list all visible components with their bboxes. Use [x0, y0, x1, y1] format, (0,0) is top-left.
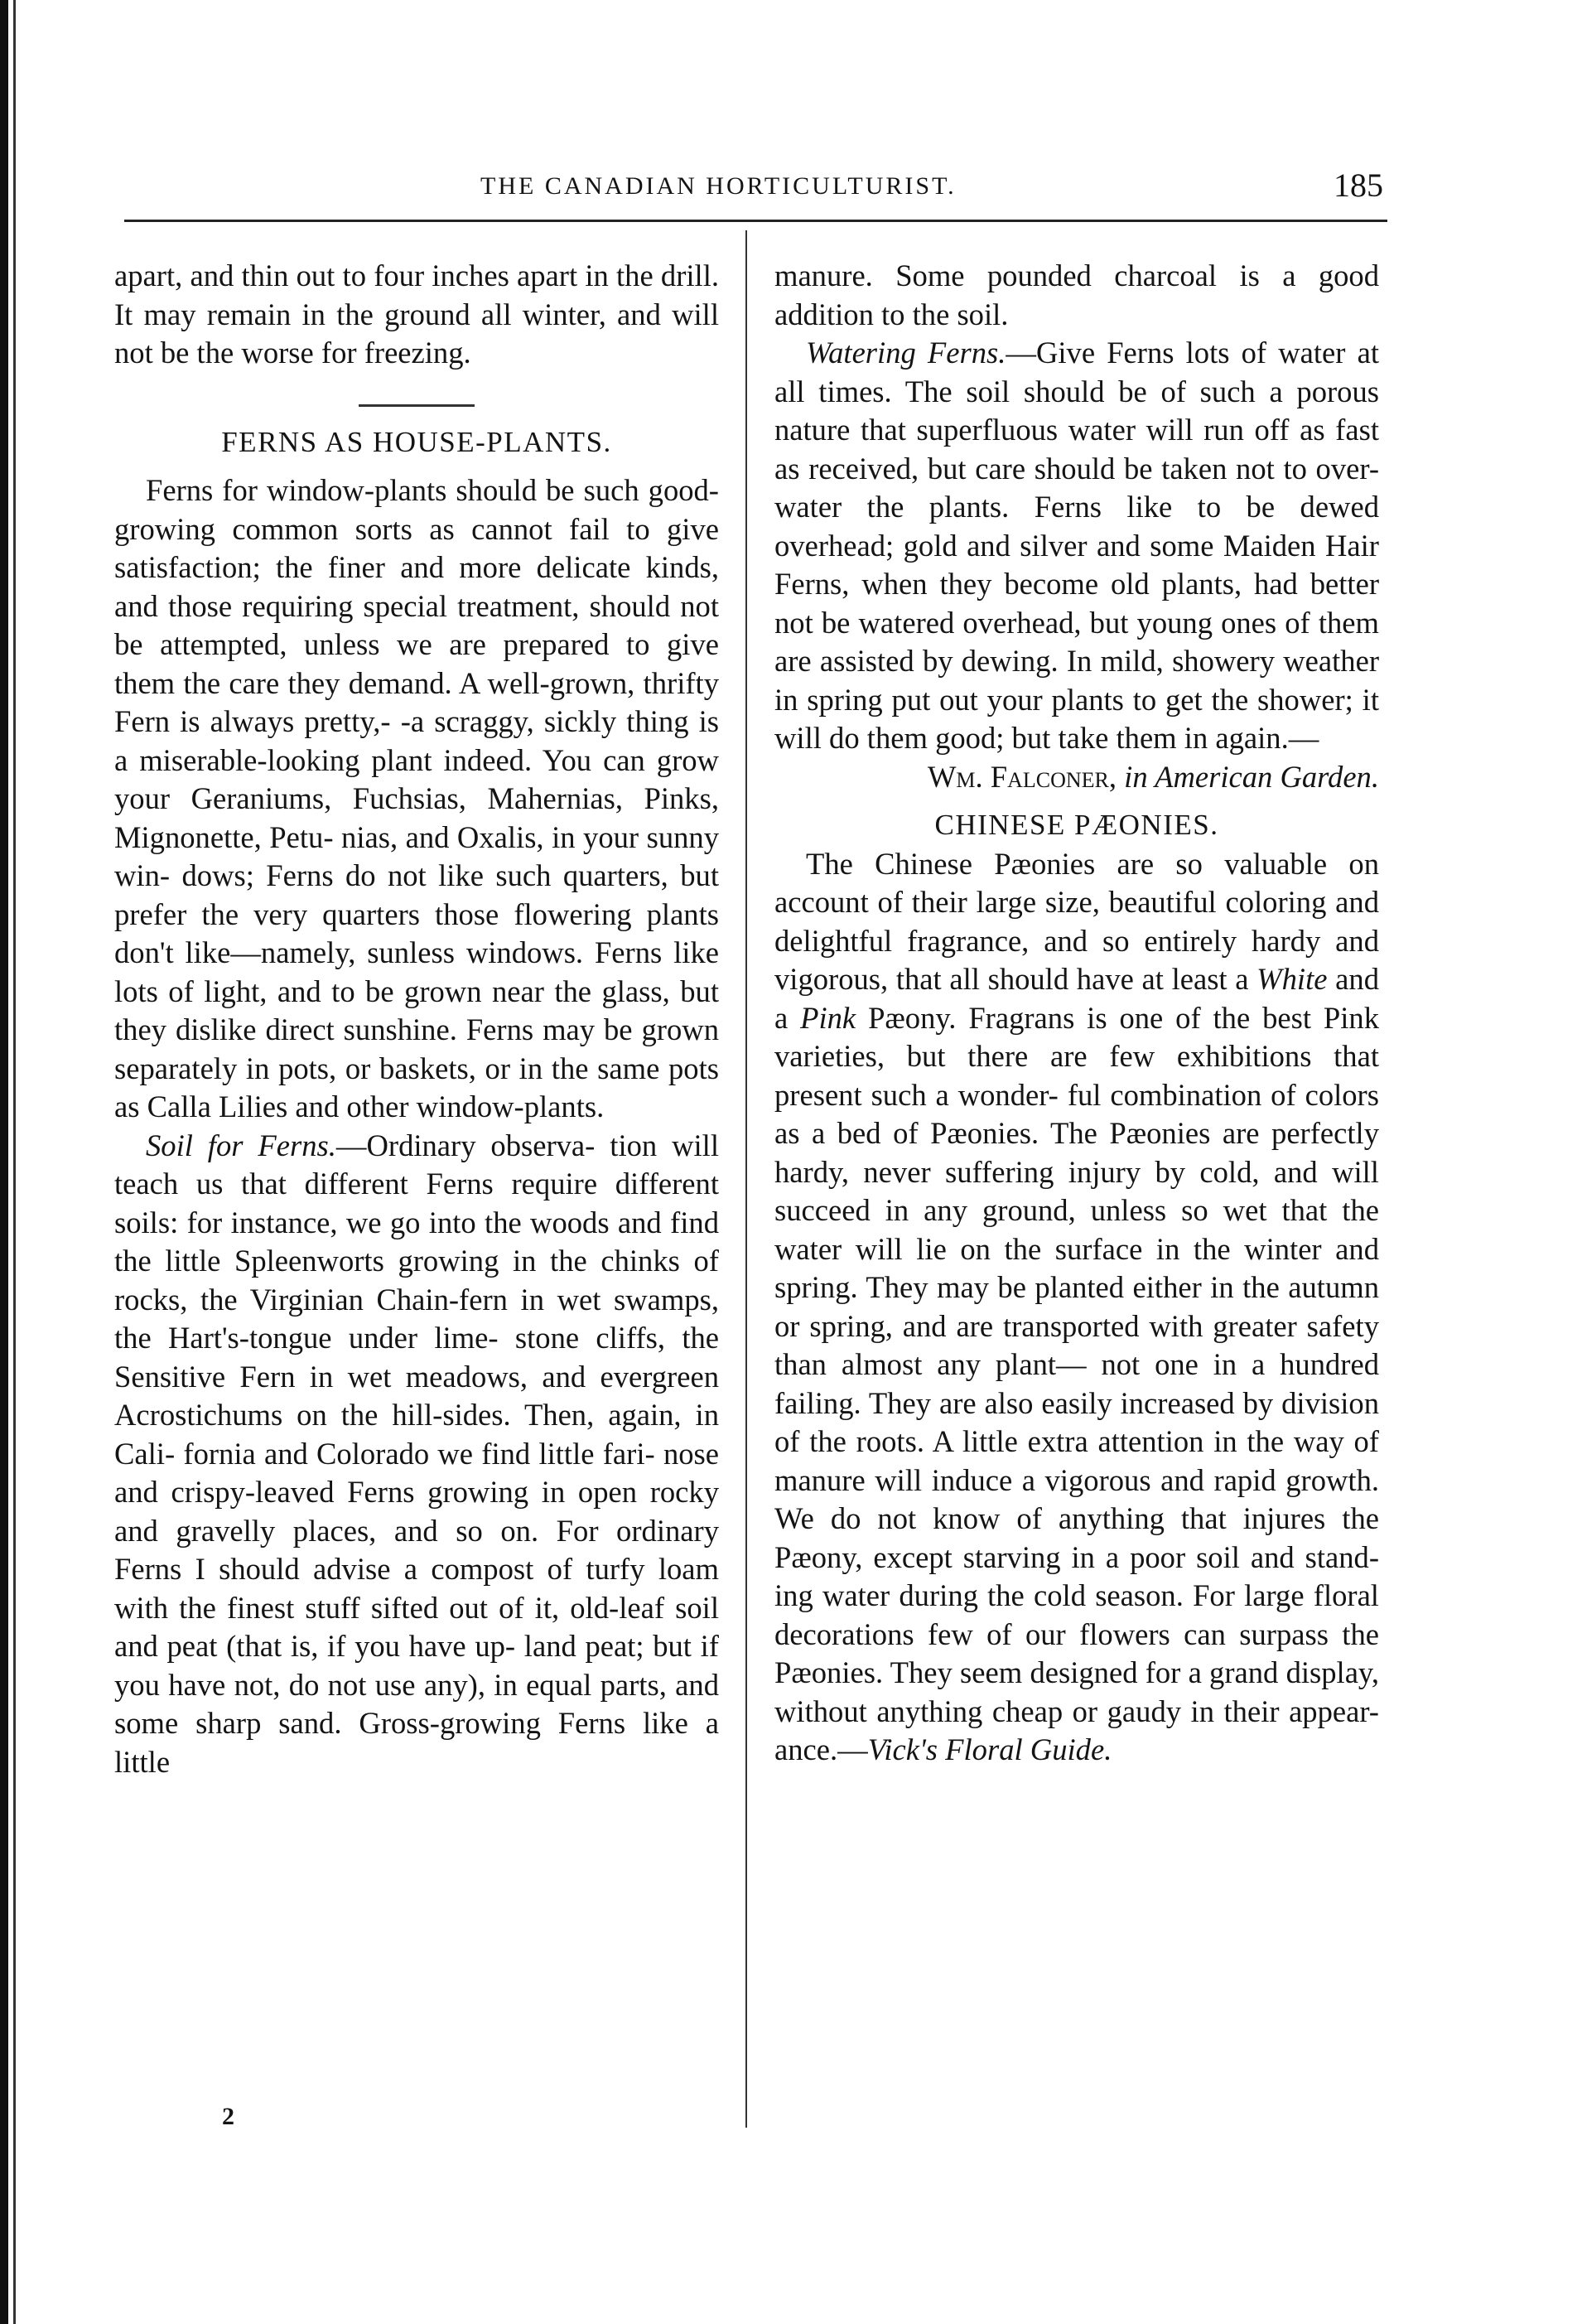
left-column	[114, 257, 719, 1781]
header-rule	[124, 220, 1387, 222]
page-number: 185	[1334, 167, 1383, 204]
scan-edge-bar	[0, 0, 8, 2324]
article-credit: Wm. Falconer, in American Garden.	[927, 759, 1379, 794]
watering-subheading: Watering Ferns.	[806, 336, 1006, 370]
continued-paragraph: manure. Some pounded charcoal is a good addition to the soil.	[774, 258, 1379, 331]
section-separator	[359, 404, 475, 407]
right-column	[774, 257, 1379, 1770]
running-title: THE CANADIAN HORTICULTURIST.	[480, 172, 957, 200]
page-header	[124, 166, 1383, 212]
intro-paragraph: apart, and thin out to four inches apart in the drill. It may remain in the ground all winter, and will not be the worse for freezing.	[114, 258, 720, 370]
signature-mark: 2	[222, 2103, 234, 2130]
soil-subheading: Soil for Ferns.	[146, 1128, 336, 1162]
paeonies-credit: Vick's Floral Guide.	[867, 1732, 1112, 1766]
watering-paragraph: Watering Ferns.—Give Ferns lots of water at all times. The soil should be of such a porous nature that superfluous water will run off as fast as received, but care should be taken not to over- water the plants. Ferns like to be dewed overhead; gold and silver and some Maiden Hair Ferns, when they become old plants, had better not be watered overhead, but young ones of them are assisted by dewing. In mild, showery weather in spring put out your plants to get the shower; it will do them good; but take them in again.—	[774, 336, 1380, 755]
paeonies-paragraph: The Chinese Pæonies are so valuable on account of their large size, beautiful coloring and delightful fragrance, and so entirely hardy and vigorous, that all should have at least a White and a Pink Pæony. Fragrans is one of the best Pink varieties, but there are few exhibitions that present such a wonder- ful combination of colors as a bed of Pæonies. The Pæonies are perfectly hardy, never suffering injury by cold, and will succeed in any ground, unless so wet that the water will lie on the surface in the winter and spring. They may be planted either in the autumn or spring, and are transported with greater safety than almost any plant— not one in a hundred failing. They are also easily increased by division of the roots. A little extra attention in the way of manure will induce a vigorous and rapid growth. We do not know of anything that injures the Pæony, except starving in a poor soil and stand- ing water during the cold season. For large floral decorations few of our flowers can surpass the Pæonies. They seem designed for a grand display, without anything cheap or gaudy in their appear- ance.—Vick's Floral Guide.	[774, 846, 1379, 1766]
scan-edge-line	[13, 0, 16, 2324]
section-heading-paeonies: CHINESE PÆONIES.	[934, 809, 1219, 841]
column-divider	[745, 230, 747, 2128]
ferns-paragraph: Ferns for window-plants should be such good-growing common sorts as cannot fail to give satisfaction; the finer and more delicate kinds, and those requiring special treatment, should not be attempted, unless we are prepared to give them the care they demand. A well-grown, thrifty Fern is always pretty,- -a scraggy, sickly thing is a miserable-looking plant indeed. You can grow your Geraniums, Fuchsias, Mahernias, Pinks, Mignonette, Petu- nias, and Oxalis, in your sunny win- dows; Ferns do not like such quarters, but prefer the very quarters those flowering plants don't like—namely, sunless windows. Ferns like lots of light, and to be grown near the glass, but they dislike direct sunshine. Ferns may be grown separately in pots, or baskets, or in the same pots as Calla Lilies and other window-plants.	[114, 473, 719, 1123]
section-heading-ferns: FERNS AS HOUSE-PLANTS.	[221, 425, 612, 458]
soil-paragraph: Soil for Ferns.—Ordinary observa- tion will teach us that different Ferns require different soils: for instance, we go into the woods and find the little Spleenworts growing in the chinks of rocks, the Virginian Chain-fern in wet swamps, the Hart's-tongue under lime- stone cliffs, the Sensitive Fern in wet meadows, and evergreen Acrostichums on the hill-sides. Then, again, in Cali- fornia and Colorado we find little fari- nose and crispy-leaved Ferns growing in open rocky and gravelly places, and so on. For ordinary Ferns I should advise a compost of turfy loam with the finest stuff sifted out of it, old-leaf soil and peat (that is, if you have up- land peat; but if you have not, do not use any), in equal parts, and some sharp sand. Gross-growing Ferns like a little	[114, 1128, 720, 1779]
